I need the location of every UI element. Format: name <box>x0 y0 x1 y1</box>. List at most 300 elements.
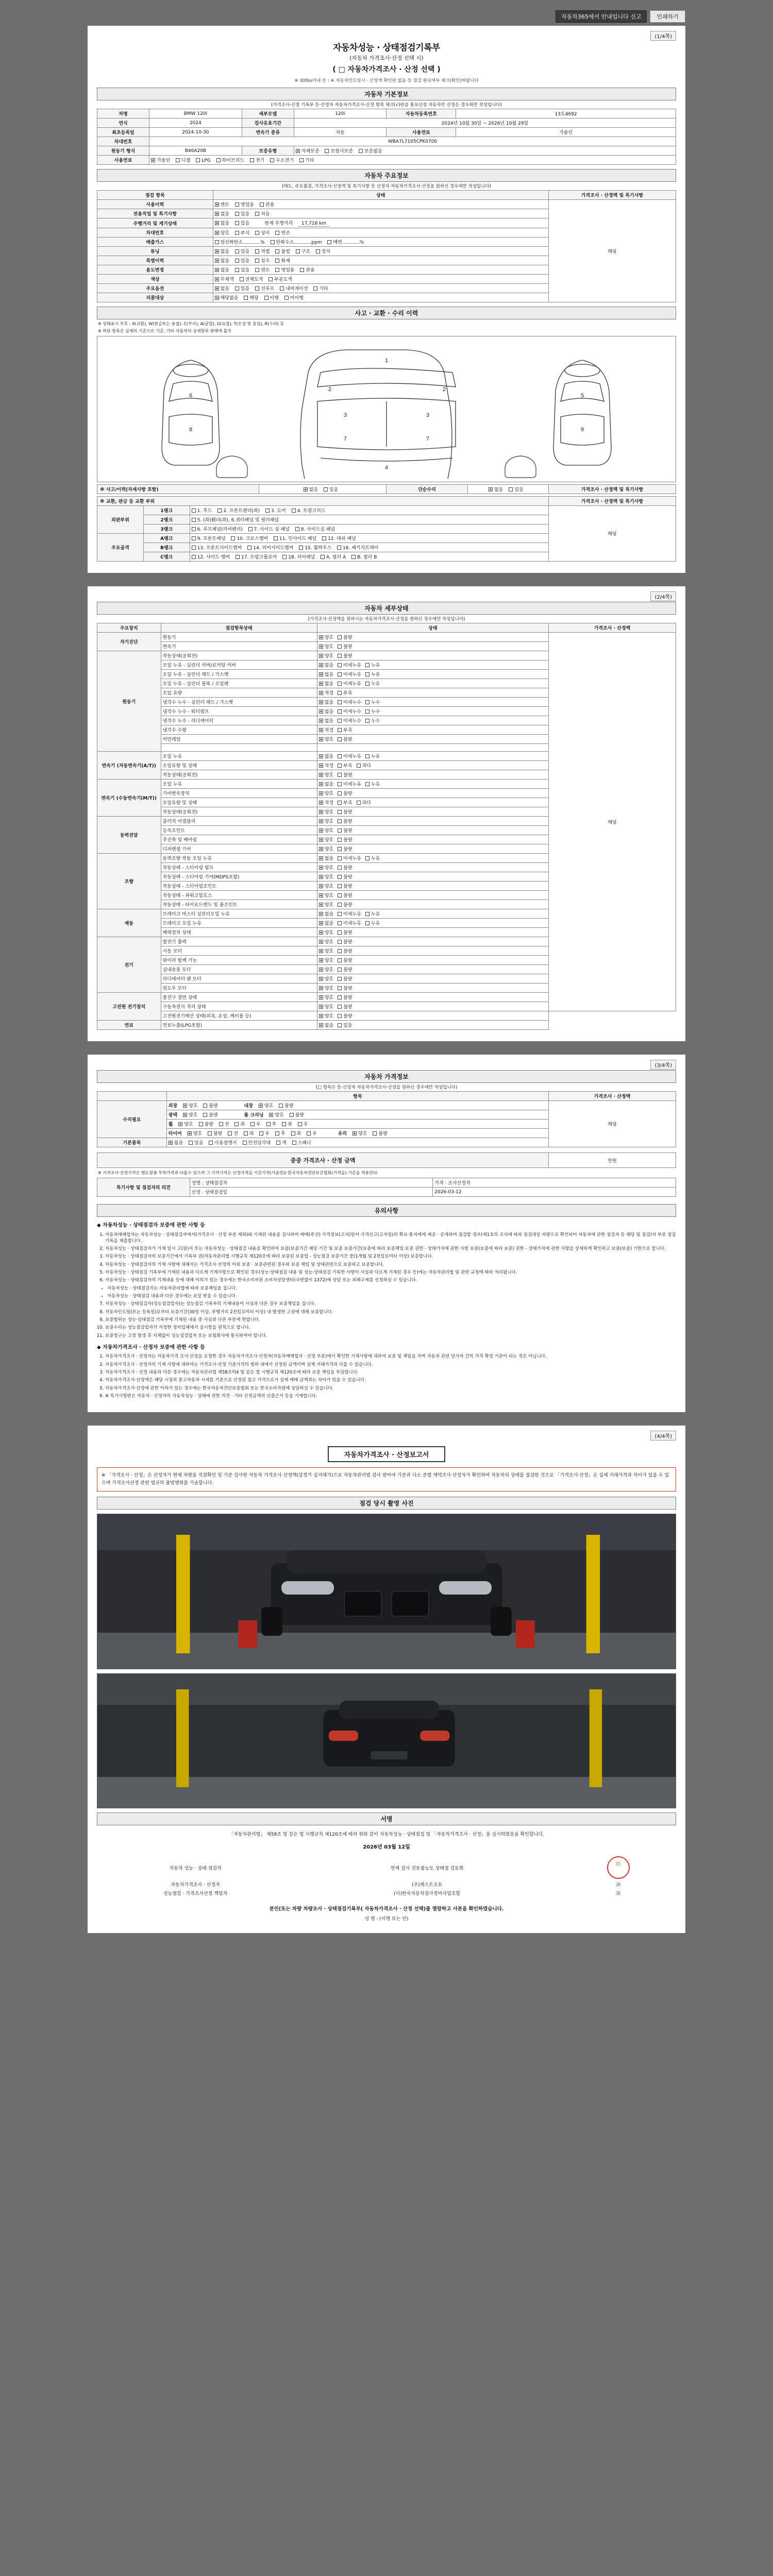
opt-none[interactable]: 없음 <box>319 671 333 677</box>
list-item: 6. ※ 특기사항란은 자동차 · 산정자의 자동차성능 · 상태에 관한 의견 · 기타 산정금액의 산출근거 등을 기재합니다. <box>105 1393 676 1399</box>
opt-leak[interactable]: 누수 <box>365 699 380 705</box>
opt-spanner[interactable]: 스패너 <box>292 1139 311 1146</box>
part-item[interactable]: 8. 사이드실 패널 <box>295 526 335 532</box>
part-item[interactable]: 14. 리어사이드멤버 <box>247 544 293 551</box>
opt-exist[interactable]: 있음 <box>189 1139 203 1146</box>
tire-pos-front[interactable]: 전 <box>228 1130 238 1137</box>
opt-exist[interactable]: 있음 <box>235 248 249 255</box>
rank-items[interactable] <box>190 515 548 524</box>
item-label: 작동상태 - 스티어링조인트 <box>161 882 317 891</box>
repair-row-3[interactable] <box>166 1120 548 1129</box>
opt-good[interactable]: 양호 <box>319 818 333 824</box>
item-options[interactable] <box>317 863 548 872</box>
item-options[interactable] <box>317 716 548 725</box>
opt-slight[interactable]: 미세누유 <box>338 855 361 861</box>
accident-none[interactable]: 없음 <box>304 486 318 493</box>
opt-corrosion[interactable]: 부식 <box>235 229 249 236</box>
item-options[interactable] <box>317 826 548 835</box>
print-button[interactable]: 인쇄하기 <box>650 10 685 23</box>
opt-good[interactable]: 양호 <box>319 957 333 963</box>
group-high-voltage: 고전원 전기장치 <box>97 993 161 1021</box>
item-options[interactable] <box>317 698 548 707</box>
item-options[interactable] <box>317 900 548 909</box>
item-options[interactable] <box>317 993 548 1002</box>
opt-good[interactable]: 양호 <box>178 1121 193 1127</box>
part-item[interactable]: 1. 후드 <box>192 507 212 514</box>
opt-proper[interactable]: 적정 <box>319 689 333 696</box>
opt-none[interactable]: 없음 <box>319 1022 333 1028</box>
item-options[interactable] <box>317 891 548 900</box>
part-item[interactable]: 12. 대쉬 패널 <box>322 535 356 541</box>
opt-exist[interactable]: 있음 <box>338 1022 352 1028</box>
opt-bad[interactable]: 불량 <box>338 818 352 824</box>
opt-none[interactable]: 없음 <box>215 219 229 226</box>
simple-repair-label: 단순수리 <box>386 485 467 494</box>
opt-leak[interactable]: 누유 <box>365 920 380 926</box>
opt-good[interactable]: 양호 <box>319 790 333 796</box>
repair-row-4[interactable] <box>166 1129 548 1138</box>
row-label: 색상 <box>97 275 213 284</box>
fuel-hybrid[interactable]: 하이브리드 <box>216 157 244 163</box>
opt-slight[interactable]: 미세누유 <box>338 920 361 926</box>
part-item[interactable]: 10. 크로스멤버 <box>231 535 268 541</box>
opt-slight[interactable]: 미세누수 <box>338 708 361 715</box>
opt-proper[interactable]: 적정 <box>319 799 333 806</box>
opt-bad[interactable]: 불량 <box>338 836 352 843</box>
opt-exist[interactable]: 있음 <box>235 210 249 217</box>
opt-bad[interactable]: 불량 <box>338 845 352 852</box>
opt-exist[interactable]: 있음 <box>235 257 249 264</box>
item-options[interactable] <box>317 946 548 956</box>
svg-text:5: 5 <box>580 393 584 399</box>
opt-smoke[interactable]: 매연 % <box>327 239 364 245</box>
item-options[interactable] <box>317 779 548 789</box>
opt-low[interactable]: 부족 <box>338 762 352 769</box>
opt-legal[interactable]: 적법 <box>255 248 270 255</box>
item-options[interactable] <box>317 707 548 716</box>
photo-rear <box>97 1673 676 1808</box>
warranty-options[interactable] <box>294 146 676 156</box>
simple-exist[interactable]: 있음 <box>509 486 523 493</box>
opt-bad[interactable]: 불량 <box>338 827 352 834</box>
top-toolbar[interactable] <box>0 9 773 26</box>
cell-value: 2024 <box>149 118 242 128</box>
opt-first[interactable]: 처음 <box>255 210 270 217</box>
part-item[interactable]: 5. (좌)휀더(좌), 6.쿼터패널 및 필러패널 <box>192 516 279 523</box>
group-frame: 주요골격 <box>97 534 144 562</box>
opt-over[interactable]: 과다 <box>357 799 371 806</box>
opt-slight[interactable]: 미세누유 <box>338 662 361 668</box>
opt-none[interactable]: 없음 <box>319 680 333 687</box>
opt-bad[interactable]: 불량 <box>338 736 352 742</box>
opt-official[interactable]: 관용 <box>260 201 274 208</box>
cell-label: 자동차등록번호 <box>386 109 456 118</box>
item-options[interactable] <box>317 735 548 744</box>
opt-applicable[interactable]: 해당 <box>244 294 258 301</box>
bottom-confirm-text: 본인(또는 차량 차량조사 · 상태점검기록부( 자동차가격조사 · 산정 선택)를 열람하고 사본을 확인하였습니다. <box>269 1906 504 1912</box>
item-options[interactable] <box>317 633 548 642</box>
item-options[interactable] <box>317 679 548 688</box>
opt-part-paint[interactable]: 부분도색 <box>268 276 292 282</box>
accident-price-head: 가격조사 · 산정액 및 특기사항 <box>548 485 676 494</box>
fuel-lpg[interactable]: LPG <box>196 158 210 163</box>
item-options[interactable] <box>317 974 548 984</box>
opt-good[interactable]: 양호 <box>319 845 333 852</box>
repair-row-1[interactable] <box>166 1101 548 1110</box>
item-options[interactable] <box>317 1021 548 1030</box>
rank-items[interactable] <box>190 506 548 515</box>
row-options[interactable] <box>213 284 548 293</box>
opt-exist[interactable]: 있음 <box>235 285 249 292</box>
item-options[interactable] <box>317 688 548 698</box>
opt-official[interactable]: 관용 <box>300 266 314 273</box>
opt-original-color[interactable]: 무채색 <box>215 276 234 282</box>
opt-proper[interactable]: 적정 <box>319 726 333 733</box>
item-options[interactable] <box>317 761 548 770</box>
part-item[interactable]: 11. 인사이드 패널 <box>274 535 316 541</box>
report-button[interactable]: 자동차365에서 안내입니다 신고 <box>556 10 647 23</box>
opt-manual[interactable]: 사용설명서 <box>209 1139 237 1146</box>
opt-bad[interactable]: 불량 <box>338 873 352 880</box>
basic-items-row[interactable] <box>166 1138 548 1147</box>
opt-good[interactable]: 양호 <box>319 864 333 871</box>
opt-bad[interactable]: 불량 <box>338 634 352 640</box>
opt-none[interactable]: 없음 <box>169 1139 183 1146</box>
opt-good[interactable]: 양호 <box>183 1111 197 1118</box>
opt-navigation[interactable]: 내비게이션 <box>280 285 308 292</box>
opt-none[interactable]: 없음 <box>319 855 333 861</box>
row-options[interactable] <box>213 209 548 218</box>
opt-sunroof[interactable]: 선루프 <box>255 285 274 292</box>
opt-low[interactable]: 부족 <box>338 689 352 696</box>
opt-leak[interactable]: 누유 <box>365 671 380 677</box>
opt-rent[interactable]: 렌트 <box>255 266 270 273</box>
opt-good[interactable]: 양호 <box>319 994 333 1001</box>
item-options[interactable] <box>317 835 548 844</box>
opt-bad[interactable]: 불량 <box>338 652 352 659</box>
opt-good[interactable]: 양호 <box>319 652 333 659</box>
opt-good[interactable]: 양호 <box>319 901 333 908</box>
repair-row-2[interactable] <box>166 1110 548 1120</box>
opt-bad[interactable]: 불량 <box>338 1003 352 1010</box>
opt-bad[interactable]: 불량 <box>203 1102 217 1109</box>
item-options[interactable] <box>317 642 548 651</box>
opt-leak[interactable]: 누유 <box>365 662 380 668</box>
cell-label: 사용연료 <box>97 156 149 165</box>
part-item[interactable]: 7. 사이드 실 패널 <box>248 526 290 532</box>
item-options[interactable] <box>317 817 548 826</box>
item-options[interactable] <box>317 651 548 660</box>
opt-slight[interactable]: 미세누유 <box>338 680 361 687</box>
opt-fire[interactable]: 화재 <box>275 257 290 264</box>
opt-bad[interactable]: 불량 <box>338 957 352 963</box>
fuel-electric[interactable]: 전기 <box>250 157 264 163</box>
opt-good[interactable]: 양호 <box>319 873 333 880</box>
list-item: 5. 자동차가격조사·산정에 관한 이의가 있는 경우에는 한국자동차진단보증협회 또는 한국소비자원에 상담하실 수 있습니다. <box>105 1385 676 1392</box>
row-options[interactable] <box>213 293 548 302</box>
opt-good[interactable]: 양호 <box>215 229 229 236</box>
opt-none[interactable]: 없음 <box>215 210 229 217</box>
opt-device[interactable]: 장치 <box>316 248 330 255</box>
opt-none[interactable]: 없음 <box>319 717 333 724</box>
part-item[interactable]: B. 필러 B <box>351 553 377 560</box>
item-label: 라디에이터 팬 모터 <box>161 974 317 984</box>
item-options[interactable] <box>317 807 548 817</box>
opt-good[interactable]: 양호 <box>319 883 333 889</box>
opt-bad[interactable]: 불량 <box>338 864 352 871</box>
opt-bad[interactable]: 불량 <box>338 883 352 889</box>
tire-pos-rl[interactable]: 좌 <box>291 1130 301 1137</box>
row-options[interactable] <box>213 256 548 265</box>
opt-good[interactable]: 양호 <box>319 836 333 843</box>
opt-good[interactable]: 양호 <box>319 938 333 945</box>
opt-bad[interactable]: 불량 <box>279 1102 293 1109</box>
item-options[interactable] <box>317 937 548 946</box>
accident-exist[interactable]: 있음 <box>324 486 338 493</box>
opt-etc[interactable]: 기타 <box>313 285 328 292</box>
rank-items[interactable] <box>190 534 548 543</box>
table-header-row <box>97 1092 676 1101</box>
item-options[interactable] <box>317 1002 548 1011</box>
wheel-pos-fl[interactable]: 좌 <box>234 1121 245 1127</box>
part-item[interactable]: 16. 패키지트레이 <box>337 544 378 551</box>
opt-exist[interactable]: 있음 <box>235 219 249 226</box>
fuel-options[interactable] <box>149 156 676 165</box>
opt-rent[interactable]: 렌트 <box>215 201 229 208</box>
fuel-etc[interactable]: 기타 <box>299 157 314 163</box>
part-item[interactable]: 13. 프론트사이드멤버 <box>192 544 242 551</box>
fuel-gasoline[interactable]: 가솔린 <box>151 157 170 163</box>
warranty-insurer[interactable]: 보험사보증 <box>325 147 352 154</box>
opt-leak[interactable]: 누유 <box>365 781 380 787</box>
opt-good[interactable]: 양호 <box>319 966 333 973</box>
opt-slight[interactable]: 미세누유 <box>338 781 361 787</box>
opt-full-paint[interactable]: 전체도색 <box>240 276 263 282</box>
opt-leak[interactable]: 누수 <box>365 708 380 715</box>
item-options[interactable] <box>317 854 548 863</box>
row-options[interactable] <box>213 228 548 238</box>
row-options[interactable] <box>213 275 548 284</box>
item-options[interactable] <box>317 660 548 670</box>
part-item[interactable]: 4. 트렁크리드 <box>292 507 326 514</box>
part-item[interactable]: 3. 도어 <box>265 507 286 514</box>
item-options[interactable] <box>317 789 548 798</box>
item-options[interactable] <box>317 965 548 974</box>
opt-good[interactable]: 양호 <box>319 947 333 954</box>
item-options[interactable] <box>317 725 548 735</box>
warranty-self[interactable]: 자체보증 <box>296 147 320 154</box>
opt-none[interactable]: 없음 <box>319 910 333 917</box>
rank-items[interactable] <box>190 524 548 534</box>
opt-slight[interactable]: 미세누수 <box>338 699 361 705</box>
table-row <box>97 109 676 118</box>
warranty-none[interactable]: 보증없음 <box>359 147 382 154</box>
opt-leak[interactable]: 누유 <box>365 680 380 687</box>
fuel-hydrogen[interactable]: 수소전기 <box>270 157 294 163</box>
opt-structure[interactable]: 구조 <box>296 248 310 255</box>
opt-none[interactable]: 없음 <box>319 920 333 926</box>
item-label: 오일 누유 - 실린더 커버/로커암 커버 <box>161 660 317 670</box>
item-options[interactable] <box>317 770 548 779</box>
opt-good[interactable]: 양호 <box>319 736 333 742</box>
part-item[interactable]: 2. 프론트팬더(좌) <box>217 507 260 514</box>
item-options[interactable] <box>317 984 548 993</box>
item-options[interactable] <box>317 798 548 807</box>
row-options[interactable] <box>213 238 548 247</box>
wheel-pos-rl[interactable]: 좌 <box>282 1121 292 1127</box>
item-options[interactable] <box>317 844 548 854</box>
tire-pos-rear[interactable]: 후 <box>275 1130 285 1137</box>
opt-proper[interactable]: 적정 <box>319 762 333 769</box>
opt-none[interactable]: 없음 <box>319 753 333 759</box>
opt-not-done[interactable]: 미이행 <box>284 294 304 301</box>
opt-hc[interactable]: 탄화수소 ppm <box>271 239 322 245</box>
item-options[interactable] <box>317 909 548 919</box>
opt-good[interactable]: 양호 <box>319 892 333 899</box>
fuel-diesel[interactable]: 디젤 <box>176 157 190 163</box>
part-item[interactable]: 17. 트렁크플로어 <box>236 553 277 560</box>
opt-done[interactable]: 이행 <box>264 294 279 301</box>
opt-none[interactable]: 없음 <box>319 708 333 715</box>
item-tire-label: 타이어 <box>168 1131 182 1137</box>
opt-triangle[interactable]: 안전삼각대 <box>243 1139 271 1146</box>
opt-leak[interactable]: 누유 <box>365 753 380 759</box>
opt-bad[interactable]: 불량 <box>338 790 352 796</box>
item-options[interactable] <box>317 956 548 965</box>
opt-bad[interactable]: 불량 <box>338 643 352 650</box>
part-item[interactable]: A. 필러 A <box>321 553 346 560</box>
opt-bad[interactable]: 불량 <box>338 929 352 936</box>
tire-pos-fr[interactable]: 우 <box>259 1130 270 1137</box>
opt-bad[interactable]: 불량 <box>338 966 352 973</box>
tire-pos-rr[interactable]: 우 <box>307 1130 317 1137</box>
opt-good[interactable]: 양호 <box>319 985 333 991</box>
part-item[interactable]: 6. 루프패널(리어펜더) <box>192 526 243 532</box>
opt-bad[interactable]: 불량 <box>338 975 352 982</box>
simple-none[interactable]: 없음 <box>489 486 503 493</box>
opt-low[interactable]: 부족 <box>338 726 352 733</box>
item-options[interactable] <box>317 872 548 882</box>
opt-leak[interactable]: 누유 <box>365 910 380 917</box>
opt-none[interactable]: 없음 <box>319 699 333 705</box>
row-options[interactable] <box>213 218 548 228</box>
simple-repair-options[interactable] <box>467 485 548 494</box>
opt-none[interactable]: 없음 <box>319 662 333 668</box>
opt-altered[interactable]: 변조 <box>275 229 290 236</box>
opt-none[interactable]: 없음 <box>215 248 229 255</box>
tire-pos-fl[interactable]: 좌 <box>244 1130 254 1137</box>
wheel-pos-rear[interactable]: 후 <box>266 1121 277 1127</box>
accident-options[interactable] <box>259 485 386 494</box>
row-options[interactable] <box>213 200 548 209</box>
opt-none[interactable]: 없음 <box>215 285 229 292</box>
wheel-pos-rr[interactable]: 우 <box>298 1121 308 1127</box>
opt-bad[interactable]: 불량 <box>338 938 352 945</box>
opt-good[interactable]: 양호 <box>319 929 333 936</box>
opt-none[interactable]: 없음 <box>319 781 333 787</box>
part-item[interactable]: 12. 사이드 멤버 <box>192 553 230 560</box>
opt-over[interactable]: 과다 <box>357 762 371 769</box>
part-item[interactable]: 18. 리어패널 <box>282 553 315 560</box>
item-options[interactable] <box>317 882 548 891</box>
opt-jack[interactable]: 잭 <box>276 1139 287 1146</box>
col-head-blank <box>97 1092 167 1101</box>
opt-bad[interactable]: 불량 <box>338 985 352 991</box>
item-options[interactable] <box>317 752 548 761</box>
opt-bad[interactable]: 불량 <box>338 901 352 908</box>
opt-bad[interactable]: 불량 <box>199 1121 213 1127</box>
opt-commercial[interactable]: 영업용 <box>235 201 254 208</box>
opt-good[interactable]: 양호 <box>188 1130 202 1137</box>
item-options[interactable] <box>317 670 548 679</box>
opt-illegal[interactable]: 불법 <box>275 248 290 255</box>
opt-co[interactable]: 일산화탄소 % <box>215 239 265 245</box>
wheel-pos-fr[interactable]: 우 <box>250 1121 261 1127</box>
col-head-item: 항목 <box>166 1092 548 1101</box>
part-item[interactable]: 9. 프론트패널 <box>192 535 226 541</box>
wheel-pos-front[interactable]: 전 <box>219 1121 229 1127</box>
opt-good[interactable]: 양호 <box>259 1102 273 1109</box>
opt-slight[interactable]: 미세누유 <box>338 753 361 759</box>
opt-bad[interactable]: 불량 <box>338 808 352 815</box>
opt-good[interactable]: 양호 <box>319 771 333 778</box>
opt-bad[interactable]: 불량 <box>338 1012 352 1019</box>
part-item[interactable]: 15. 휠하우스 <box>299 544 331 551</box>
opt-none[interactable]: 없음 <box>215 257 229 264</box>
opt-exist[interactable]: 있음 <box>235 266 249 273</box>
opt-good[interactable]: 양호 <box>319 643 333 650</box>
item-options[interactable] <box>317 1011 548 1021</box>
opt-good[interactable]: 양호 <box>319 1012 333 1019</box>
opt-bad[interactable]: 불량 <box>373 1130 387 1137</box>
rank-items[interactable] <box>190 543 548 552</box>
row-options[interactable] <box>213 265 548 275</box>
opt-slight[interactable]: 미세누수 <box>338 717 361 724</box>
opt-leak[interactable]: 누유 <box>365 855 380 861</box>
opt-commercial[interactable]: 영업용 <box>275 266 294 273</box>
opt-good[interactable]: 양호 <box>319 1003 333 1010</box>
opt-bad[interactable]: 불량 <box>338 947 352 954</box>
opt-good[interactable]: 양호 <box>269 1111 283 1118</box>
opt-low[interactable]: 부족 <box>338 799 352 806</box>
item-cleaning-label: 룸 크리닝 <box>244 1113 264 1118</box>
opt-bad[interactable]: 불량 <box>338 994 352 1001</box>
opt-none[interactable]: 없음 <box>215 266 229 273</box>
item-options[interactable] <box>317 928 548 937</box>
opt-good[interactable]: 양호 <box>352 1130 367 1137</box>
opt-good[interactable]: 양호 <box>319 975 333 982</box>
list-item: 9. 보증범위는 성능·상태점검 기록부에 기재된 내용 중 사실과 다른 부분에 한합니다. <box>105 1317 676 1323</box>
opt-flood[interactable]: 침수 <box>255 257 270 264</box>
opt-bad[interactable]: 불량 <box>203 1111 217 1118</box>
opt-good[interactable]: 양호 <box>319 808 333 815</box>
rank-items[interactable] <box>190 552 548 562</box>
opt-bad[interactable]: 불량 <box>338 892 352 899</box>
opt-leak[interactable]: 누수 <box>365 717 380 724</box>
opt-good[interactable]: 양호 <box>183 1102 197 1109</box>
opt-slight[interactable]: 미세누유 <box>338 671 361 677</box>
item-options[interactable] <box>317 919 548 928</box>
opt-not-applicable[interactable]: 해당없음 <box>215 294 239 301</box>
row-options[interactable] <box>213 247 548 256</box>
opt-bad[interactable]: 불량 <box>208 1130 222 1137</box>
opt-good[interactable]: 양호 <box>319 827 333 834</box>
opt-different[interactable]: 상이 <box>255 229 270 236</box>
opt-bad[interactable]: 불량 <box>338 771 352 778</box>
opt-good[interactable]: 양호 <box>319 634 333 640</box>
opt-bad[interactable]: 불량 <box>290 1111 304 1118</box>
opt-slight[interactable]: 미세누유 <box>338 910 361 917</box>
